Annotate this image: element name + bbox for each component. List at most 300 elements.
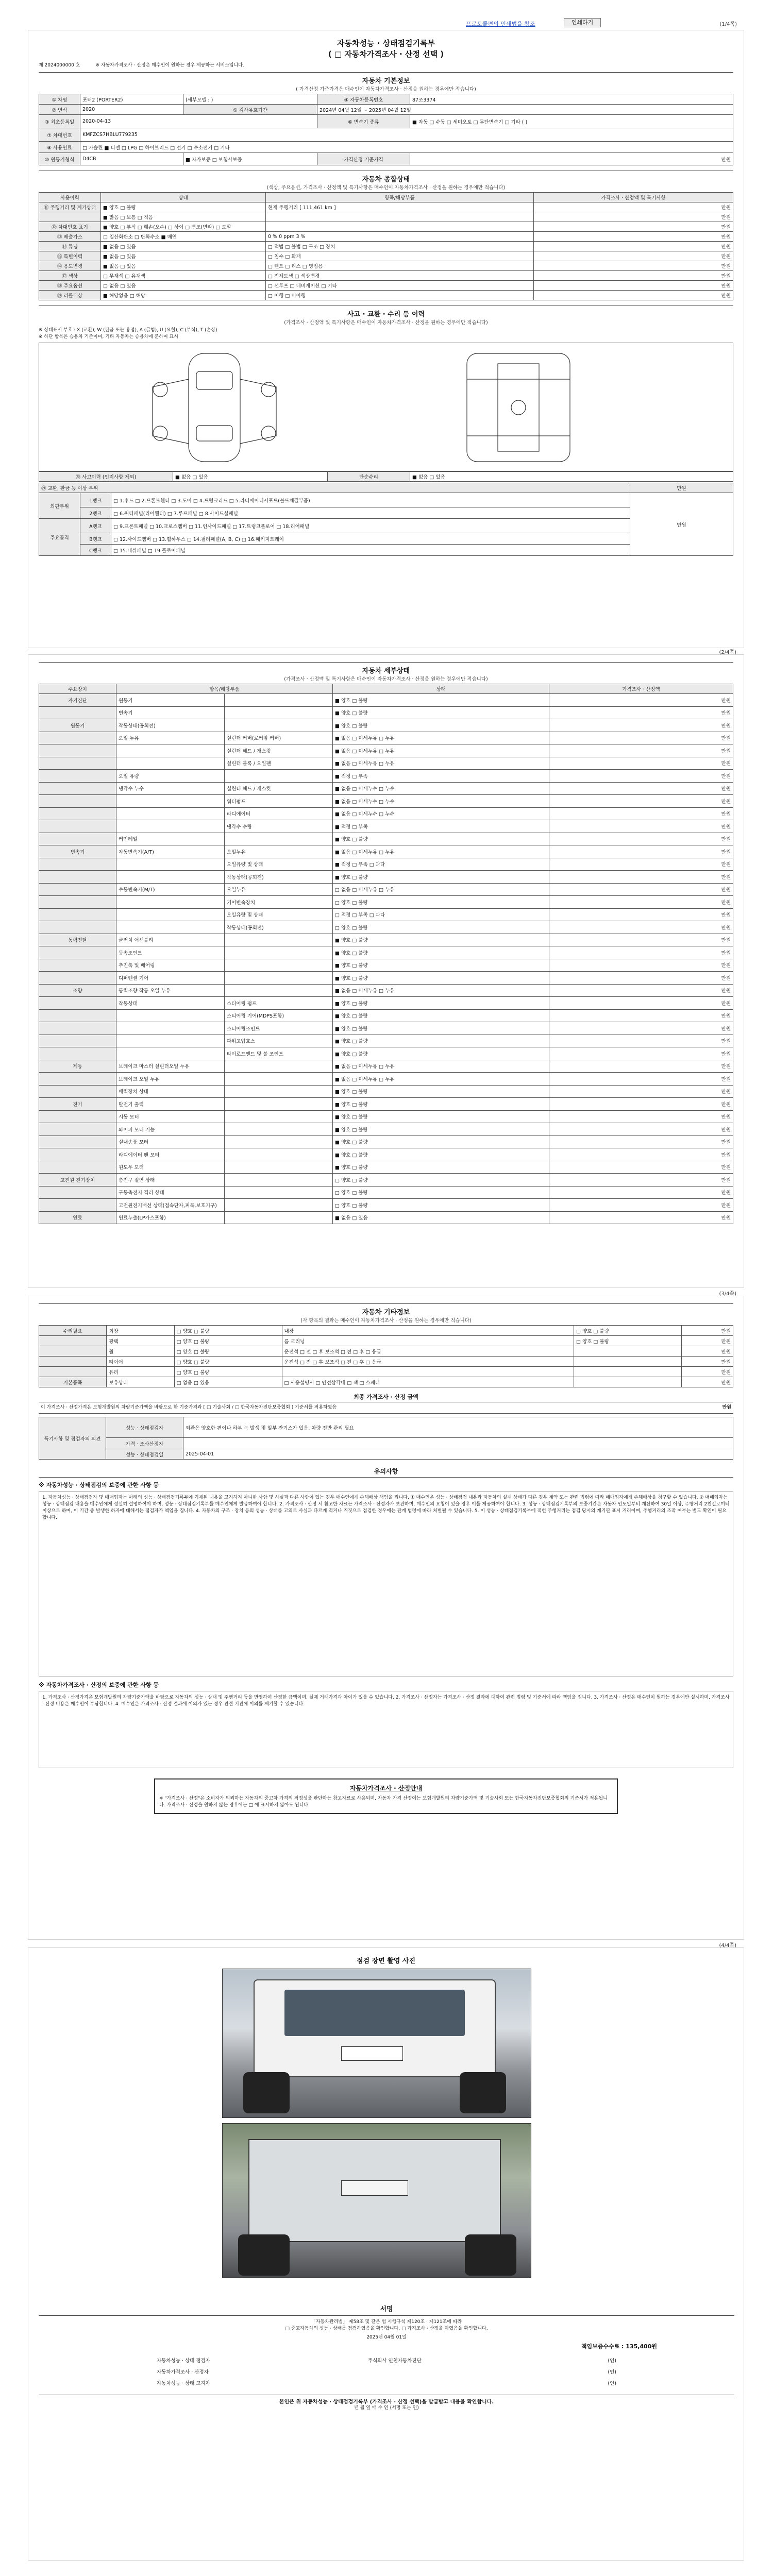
detail-group — [39, 871, 116, 884]
receiver-date: 년 월 일 매 수 인 — [354, 2405, 389, 2411]
detail-row — [39, 1073, 733, 1086]
sign-row — [155, 2377, 618, 2388]
detail-item: 배력장치 상태 — [116, 1085, 225, 1098]
detail-item — [116, 1047, 225, 1060]
detail-part — [225, 770, 333, 783]
detail-part — [225, 1110, 333, 1123]
other-cell: □ 사용설명서 □ 안전삼각대 □ 잭 □ 스패너 — [282, 1377, 574, 1387]
detail-group — [39, 921, 116, 934]
status-row — [39, 291, 733, 300]
notice-body: 1. 가격조사 · 산정가격은 보험개발원의 차량기준가액을 바탕으로 자동차의 성능 · 상태 및 주행거리 등을 반영하여 산정한 금액이며, 실제 거래가격과 차이가 있을 수 있습니다. 2. 가격조사 · 산정자는 가격조사 · 산정 결과에 대하여 관련 법령 및 기준서에 따라 책임을 집니다. 3. 가격조사 · 산정은 매수인이 원하는 경우에만 실시하며, 가격조사 · 산정 비용은 매수인이 부담합니다. 4. 매수인은 가격조사 · 산정 결과에 이의가 있는 경우 관련 기관에 이의를 제기할 수 있습니다. — [39, 1691, 733, 1768]
status-cell: □ 적법 □ 불법 □ 구조 □ 장치 — [266, 242, 534, 251]
status-cell: ⑲ 리콜대상 — [39, 291, 101, 300]
status-cell: 만원 — [534, 202, 733, 212]
frame-header: ㉑ 교환, 판금 등 이상 부위 — [39, 483, 630, 493]
other-cell — [39, 1357, 107, 1367]
status-cell: 만원 — [534, 261, 733, 271]
detail-item: 와이퍼 모터 기능 — [116, 1123, 225, 1136]
detail-status: ■ 양호 □ 불량 — [333, 1110, 549, 1123]
sign-row — [155, 2366, 618, 2377]
doc-title: 자동차성능 · 상태점검기록부 — [337, 39, 435, 48]
detail-header: 항목/해당부품 — [116, 684, 333, 694]
other-cell: □ 양호 □ 불량 — [174, 1346, 282, 1357]
main-frame-label: 주요골격 — [39, 519, 80, 556]
detail-unit: 만원 — [549, 807, 733, 820]
inspect-date: 2025-04-01 — [183, 1449, 733, 1460]
detail-row — [39, 732, 733, 744]
detail-group — [39, 732, 116, 744]
detail-group — [39, 997, 116, 1010]
detail-item: 브레이크 마스터 실린더오일 누유 — [116, 1060, 225, 1073]
detail-item: 오일 누유 — [116, 732, 225, 744]
detail-unit: 만원 — [549, 1073, 733, 1086]
detail-group — [39, 782, 116, 795]
vin: KMFZCS7HBLU779235 — [80, 128, 733, 142]
detail-unit: 만원 — [549, 706, 733, 719]
detail-group: 전기 — [39, 1098, 116, 1111]
status-header: 상태 — [101, 193, 266, 202]
detail-group — [39, 807, 116, 820]
sign-law-2: □ 중고자동차의 성능 · 상태를 점검하였음을 확인합니다. □ 가격조사 · 산정을 하였음을 확인합니다. — [285, 2326, 488, 2331]
detail-item: 브레이크 오일 누유 — [116, 1073, 225, 1086]
other-unit: 만원 — [682, 1357, 733, 1367]
sign-cell: (인) — [608, 2369, 616, 2375]
detail-item: 변속기 — [116, 706, 225, 719]
top-bar — [28, 18, 744, 29]
motor-label: ⑩ 원동기형식 — [39, 153, 80, 165]
detail-status: ■ 적정 □ 부족 — [333, 820, 549, 833]
other-cell: □ 양호 □ 불량 — [174, 1357, 282, 1367]
detail-part — [225, 1186, 333, 1199]
detail-row — [39, 833, 733, 845]
detail-part — [225, 1211, 333, 1224]
rankC-items: □ 15.대쉬패널 □ 19.플로어패널 — [111, 545, 630, 556]
detail-status: ■ 양호 □ 불량 — [333, 959, 549, 972]
detail-part: 기어변속장치 — [225, 896, 333, 909]
detail-row — [39, 807, 733, 820]
sign-cell: 자동차가격조사 · 산정자 — [157, 2369, 209, 2375]
rankB-label: B랭크 — [80, 533, 111, 545]
detail-item: 자동변속기(A/T) — [116, 845, 225, 858]
detail-header: 주요장치 — [39, 684, 116, 694]
status-cell: 만원 — [534, 232, 733, 242]
detail-status: ■ 양호 □ 불량 — [333, 934, 549, 946]
detail-row — [39, 972, 733, 985]
detail-part — [225, 1136, 333, 1148]
detail-status: ■ 양호 □ 불량 — [333, 997, 549, 1010]
other-cell: 수리필요 — [39, 1326, 107, 1336]
sign-cell — [366, 2366, 577, 2377]
detail-group — [39, 1035, 116, 1047]
other-cell — [574, 1367, 682, 1377]
doc-subtitle: ( □ 자동차가격조사 · 산정 선택 ) — [328, 49, 444, 59]
detail-unit: 만원 — [549, 896, 733, 909]
status-cell: □ 침수 □ 화재 — [266, 251, 534, 261]
status-cell: ⑫ 차대번호 표기 — [39, 222, 101, 232]
car-outline-icon — [132, 348, 297, 467]
status-cell: ⑯ 용도변경 — [39, 261, 101, 271]
page-4 — [28, 1943, 744, 2561]
special-table — [39, 1417, 733, 1460]
detail-title: 자동차 세부상태 — [39, 662, 733, 675]
detail-status: □ 적정 □ 부족 □ 과다 — [333, 908, 549, 921]
detail-part: 실린더 블록 / 오일팬 — [225, 757, 333, 770]
basic-info-title: 자동차 기본정보 — [39, 72, 733, 85]
detail-unit: 만원 — [549, 833, 733, 845]
detail-part — [225, 833, 333, 845]
other-cell: 룸 크리닝 — [282, 1336, 574, 1346]
car-name-label: ① 차명 — [39, 94, 80, 105]
status-row — [39, 281, 733, 291]
other-cell: 운전석 □ 전 □ 후 보조석 □ 전 □ 후 □ 응급 — [282, 1357, 574, 1367]
detail-unit: 만원 — [549, 946, 733, 959]
status-cell: ⑰ 색상 — [39, 271, 101, 281]
status-cell: ⑬ 배출가스 — [39, 232, 101, 242]
detail-group — [39, 1085, 116, 1098]
accident-title: 사고 · 교환 · 수리 등 이력 — [39, 306, 733, 318]
status-cell: ■ 없음 □ 있음 — [101, 261, 266, 271]
detail-unit: 만원 — [549, 732, 733, 744]
detail-group — [39, 1009, 116, 1022]
detail-status: ■ 양호 □ 불량 — [333, 719, 549, 732]
sign-cell: (인) — [608, 2358, 616, 2364]
rank1-items: □ 1.후드 □ 2.프론트휀더 □ 3.도어 □ 4.트렁크리드 □ 5.라디에이터서포트(볼트체결부품) — [111, 493, 630, 507]
vin-label: ⑦ 차대번호 — [39, 128, 80, 142]
other-cell — [39, 1367, 107, 1377]
detail-unit: 만원 — [549, 871, 733, 884]
detail-row — [39, 744, 733, 757]
other-cell: 광택 — [107, 1336, 174, 1346]
status-cell: 현재 주행거리 [ 111,461 km ] — [266, 202, 534, 212]
status-cell — [266, 212, 534, 222]
other-cell — [574, 1346, 682, 1357]
detail-part: 파워고압호스 — [225, 1035, 333, 1047]
detail-unit: 만원 — [549, 782, 733, 795]
detail-unit: 만원 — [549, 1174, 733, 1187]
detail-group: 연료 — [39, 1211, 116, 1224]
status-cell: 만원 — [534, 222, 733, 232]
status-row — [39, 232, 733, 242]
rankA-items: □ 9.프론트패널 □ 10.크로스멤버 □ 11.인사이드패널 □ 17.트렁크플로어 □ 18.리어패널 — [111, 519, 630, 533]
detail-header: 상태 — [333, 684, 549, 694]
print-button[interactable]: 인쇄하기 — [564, 18, 601, 27]
car-model-detail: (세부모델 : ) — [183, 94, 317, 105]
detail-unit: 만원 — [549, 972, 733, 985]
detail-group — [39, 1073, 116, 1086]
page-number: (4/4쪽) — [719, 1943, 736, 1948]
detail-part — [225, 1123, 333, 1136]
detail-part — [225, 1085, 333, 1098]
status-cell: ⑪ 주행거리 및 계기상태 — [39, 202, 101, 212]
detail-group: 조향 — [39, 984, 116, 997]
detail-part: 작동상태(공회전) — [225, 921, 333, 934]
reg-no-label: ④ 자동차등록번호 — [317, 94, 410, 105]
status-cell: □ 이행 □ 미이행 — [266, 291, 534, 300]
page-3 — [28, 1291, 744, 1940]
detail-group: 자기진단 — [39, 694, 116, 707]
detail-unit: 만원 — [549, 934, 733, 946]
trans-type: ■ 자동 □ 수동 □ 세미오토 □ 무단변속기 □ 기타 ( ) — [410, 115, 733, 128]
other-cell: □ 양호 □ 불량 — [574, 1336, 682, 1346]
detail-part: 냉각수 수량 — [225, 820, 333, 833]
detail-status: ■ 없음 □ 미세누유 □ 누유 — [333, 1073, 549, 1086]
detail-item: 원동기 — [116, 694, 225, 707]
status-row — [39, 251, 733, 261]
simple-repair-value: ■ 없음 □ 있음 — [410, 472, 733, 482]
detail-group: 제동 — [39, 1060, 116, 1073]
detail-unit: 만원 — [549, 1022, 733, 1035]
detail-item — [116, 858, 225, 871]
detail-row — [39, 1199, 733, 1212]
detail-part: 라디에이터 — [225, 807, 333, 820]
receiver-sign: (서명 또는 인) — [390, 2405, 419, 2411]
other-cell: □ 양호 □ 불량 — [574, 1326, 682, 1336]
other-cell: □ 양호 □ 불량 — [174, 1336, 282, 1346]
other-cell — [574, 1377, 682, 1387]
other-cell: 타이어 — [107, 1357, 174, 1367]
other-cell: 보유상태 — [107, 1377, 174, 1387]
other-row — [39, 1326, 733, 1336]
guarantee-fee: 책임보증수수료 : 135,400원 — [581, 2343, 657, 2350]
fuel: □ 가솔린 ■ 디젤 □ LPG □ 하이브리드 □ 전기 □ 수소전기 □ 기타 — [80, 142, 733, 153]
detail-part — [225, 706, 333, 719]
status-cell: 만원 — [534, 251, 733, 261]
detail-status: □ 양호 □ 불량 — [333, 896, 549, 909]
status-cell: ⑭ 튜닝 — [39, 242, 101, 251]
status-cell: □ 없음 □ 있음 — [101, 281, 266, 291]
doc-number-note: ※ 자동차가격조사 · 산정은 매수인이 원하는 경우 제공하는 서비스입니다. — [95, 63, 244, 68]
detail-unit: 만원 — [549, 1186, 733, 1199]
other-row — [39, 1377, 733, 1387]
detail-unit: 만원 — [549, 1161, 733, 1174]
detail-unit: 만원 — [549, 744, 733, 757]
detail-item — [116, 1035, 225, 1047]
detail-status: ■ 양호 □ 불량 — [333, 946, 549, 959]
opinion-unit: 만원 — [722, 1405, 731, 1410]
sign-title: 서명 — [39, 2303, 734, 2316]
print-guide-link[interactable]: 프로토콜편의 인쇄법을 참조 — [466, 21, 535, 27]
detail-unit: 만원 — [549, 719, 733, 732]
detail-group — [39, 1123, 116, 1136]
other-cell — [574, 1357, 682, 1367]
detail-item — [116, 1022, 225, 1035]
inspect-label: ⑤ 검사유효기간 — [183, 105, 317, 115]
detail-group — [39, 833, 116, 845]
status-cell — [39, 212, 101, 222]
detail-unit: 만원 — [549, 1060, 733, 1073]
detail-status: ■ 없음 □ 미세누유 □ 누유 — [333, 845, 549, 858]
sign-cell — [366, 2377, 577, 2388]
other-row — [39, 1357, 733, 1367]
detail-item — [116, 1009, 225, 1022]
detail-status: ■ 양호 □ 불량 — [333, 1123, 549, 1136]
detail-unit: 만원 — [549, 1110, 733, 1123]
detail-group — [39, 757, 116, 770]
detail-group: 변속기 — [39, 845, 116, 858]
accident-note: ※ 상태표시 부호 : X (교환), W (판금 또는 용접), A (긁힘), U (요철), C (부식), T (손상) — [39, 328, 217, 333]
other-unit: 만원 — [682, 1326, 733, 1336]
detail-row — [39, 820, 733, 833]
accident-note: ※ 하단 항목은 승용차 기준이며, 기타 자동차는 승용차에 준하여 표시 — [39, 334, 178, 340]
detail-group — [39, 1199, 116, 1212]
status-cell: ■ 없음 □ 있음 — [101, 251, 266, 261]
other-cell — [39, 1346, 107, 1357]
reg-no: 87조3374 — [410, 94, 733, 105]
detail-group — [39, 1161, 116, 1174]
car-diagram-area — [39, 343, 733, 471]
detail-status: ■ 양호 □ 불량 — [333, 833, 549, 845]
pricer-opinion — [183, 1438, 733, 1449]
sign-cell: 자동차성능 · 상태 고지자 — [157, 2381, 210, 2386]
other-cell: □ 없음 □ 있음 — [174, 1377, 282, 1387]
doc-number: 제 2024000000 호 — [39, 63, 80, 68]
status-cell: ■ 해당없음 □ 해당 — [101, 291, 266, 300]
detail-group — [39, 795, 116, 808]
pricing-guide-title: 자동차가격조사 · 산정안내 — [349, 1785, 423, 1792]
notice-title: 유의사항 — [39, 1467, 733, 1478]
detail-part: 워터펌프 — [225, 795, 333, 808]
detail-part — [225, 1073, 333, 1086]
status-cell: 만원 — [534, 291, 733, 300]
detail-status: ■ 없음 □ 미세누수 □ 누수 — [333, 795, 549, 808]
detail-row — [39, 694, 733, 707]
detail-group — [39, 770, 116, 783]
detail-row — [39, 946, 733, 959]
detail-item — [116, 795, 225, 808]
status-cell: ■ 양호 □ 불량 — [101, 202, 266, 212]
detail-unit: 만원 — [549, 820, 733, 833]
detail-item: 발전기 출력 — [116, 1098, 225, 1111]
detail-group — [39, 946, 116, 959]
sign-cell: (인) — [608, 2381, 616, 2386]
detail-unit: 만원 — [549, 1199, 733, 1212]
detail-item — [116, 807, 225, 820]
detail-unit: 만원 — [549, 770, 733, 783]
pricer-label: 가격 · 조사산정자 — [106, 1438, 183, 1449]
detail-status: ■ 없음 □ 미세누유 □ 누유 — [333, 744, 549, 757]
detail-part: 작동상태(공회전) — [225, 871, 333, 884]
detail-part: 스티어링 펌프 — [225, 997, 333, 1010]
rankA-label: A랭크 — [80, 519, 111, 533]
opinion-title: 최종 가격조사 · 산정 금액 — [354, 1394, 418, 1400]
detail-header: 가격조사 · 산정액 — [549, 684, 733, 694]
inspection-photo-front — [222, 1969, 531, 2118]
rankB-items: □ 12.사이드멤버 □ 13.휠하우스 □ 14.필러패널(A, B, C) □ 16.패키지트레이 — [111, 533, 630, 545]
detail-row — [39, 1123, 733, 1136]
detail-item: 고전원전기배선 상태(접속단자,피복,보호기구) — [116, 1199, 225, 1212]
unit: 만원 — [630, 493, 733, 556]
detail-status: ■ 없음 □ 미세누수 □ 누수 — [333, 782, 549, 795]
page-1 — [28, 30, 744, 648]
detail-subtitle: (가격조사 · 산정액 및 특기사항은 매수인이 자동차가격조사 · 산정을 원하는 경우에만 적습니다) — [284, 676, 488, 682]
inspect-date-label: 성능 · 상태점검일 — [106, 1449, 183, 1460]
detail-group — [39, 959, 116, 972]
inspection-photo-rear — [222, 2123, 531, 2278]
page-2 — [28, 650, 744, 1288]
detail-item: 등속조인트 — [116, 946, 225, 959]
simple-repair-label: 단순수리 — [328, 472, 410, 482]
outer-panel-label: 외판부위 — [39, 493, 80, 519]
detail-part — [225, 719, 333, 732]
detail-item: 윈도우 모터 — [116, 1161, 225, 1174]
detail-part — [225, 694, 333, 707]
detail-status: ■ 없음 □ 미세누유 □ 누유 — [333, 1060, 549, 1073]
detail-status: ■ 양호 □ 불량 — [333, 1161, 549, 1174]
trans-label: ⑥ 변속기 종류 — [317, 115, 410, 128]
detail-item: 디퍼렌셜 기어 — [116, 972, 225, 985]
detail-item: 클러치 어셈블리 — [116, 934, 225, 946]
accident-history-label: ⑳ 사고이력 (인지사항 제외) — [39, 472, 173, 482]
accident-history-value: ■ 없음 □ 있음 — [173, 472, 328, 482]
detail-row — [39, 997, 733, 1010]
detail-status: □ 양호 □ 불량 — [333, 1199, 549, 1212]
status-cell: ⑱ 주요옵션 — [39, 281, 101, 291]
status-header: 항목/해당부품 — [266, 193, 534, 202]
other-cell: □ 양호 □ 불량 — [174, 1326, 282, 1336]
status-cell: ■ 양호 □ 부식 □ 훼손(오손) □ 상이 □ 변조(변타) □ 도말 — [101, 222, 266, 232]
detail-row — [39, 719, 733, 732]
detail-unit: 만원 — [549, 1047, 733, 1060]
year: 2020 — [80, 105, 183, 115]
status-cell: 0 % 0 ppm 3 % — [266, 232, 534, 242]
detail-status: □ 양호 □ 불량 — [333, 1174, 549, 1187]
detail-group — [39, 744, 116, 757]
other-cell: 외장 — [107, 1326, 174, 1336]
sign-date: 2025년 04월 01일 — [366, 2335, 407, 2340]
detail-row — [39, 984, 733, 997]
detail-group — [39, 1148, 116, 1161]
detail-part — [225, 1161, 333, 1174]
detail-unit: 만원 — [549, 908, 733, 921]
detail-status: ■ 양호 □ 불량 — [333, 1047, 549, 1060]
detail-part: 오일누유 — [225, 883, 333, 896]
notice-heading: ※ 자동차가격조사 · 산정의 보증에 관한 사항 등 — [39, 1682, 159, 1688]
detail-table — [39, 684, 733, 1224]
detail-row — [39, 706, 733, 719]
detail-item: 작동상태 — [116, 997, 225, 1010]
detail-row — [39, 1098, 733, 1111]
detail-row — [39, 1022, 733, 1035]
status-header: 사용이력 — [39, 193, 101, 202]
motor: D4CB — [80, 153, 183, 165]
status-row — [39, 261, 733, 271]
detail-part — [225, 946, 333, 959]
detail-item: 구동축전지 격리 상태 — [116, 1186, 225, 1199]
detail-row — [39, 896, 733, 909]
rank2-label: 2랭크 — [80, 507, 111, 519]
sign-cell: 자동차성능 · 상태 점검자 — [157, 2358, 210, 2364]
detail-item — [116, 744, 225, 757]
sign-table — [155, 2354, 618, 2388]
detail-part: 실린더 헤드 / 개스킷 — [225, 782, 333, 795]
car-name: 포터2 (PORTER2) — [80, 94, 183, 105]
detail-row — [39, 921, 733, 934]
detail-item: 오일 유량 — [116, 770, 225, 783]
other-cell: 기본품목 — [39, 1377, 107, 1387]
status-table — [39, 192, 733, 300]
price-label: 가격산정 기준가격 — [317, 153, 410, 165]
detail-row — [39, 795, 733, 808]
unit: 만원 — [630, 483, 733, 493]
status-cell: 만원 — [534, 281, 733, 291]
year-label: ② 연식 — [39, 105, 80, 115]
status-cell: □ 일산화탄소 □ 탄화수소 ■ 매연 — [101, 232, 266, 242]
detail-part: 오일누유 — [225, 845, 333, 858]
detail-unit: 만원 — [549, 959, 733, 972]
notice-heading: ※ 자동차성능 · 상태점검의 보증에 관한 사항 등 — [39, 1482, 159, 1488]
other-cell: □ 양호 □ 불량 — [174, 1367, 282, 1377]
detail-group — [39, 706, 116, 719]
